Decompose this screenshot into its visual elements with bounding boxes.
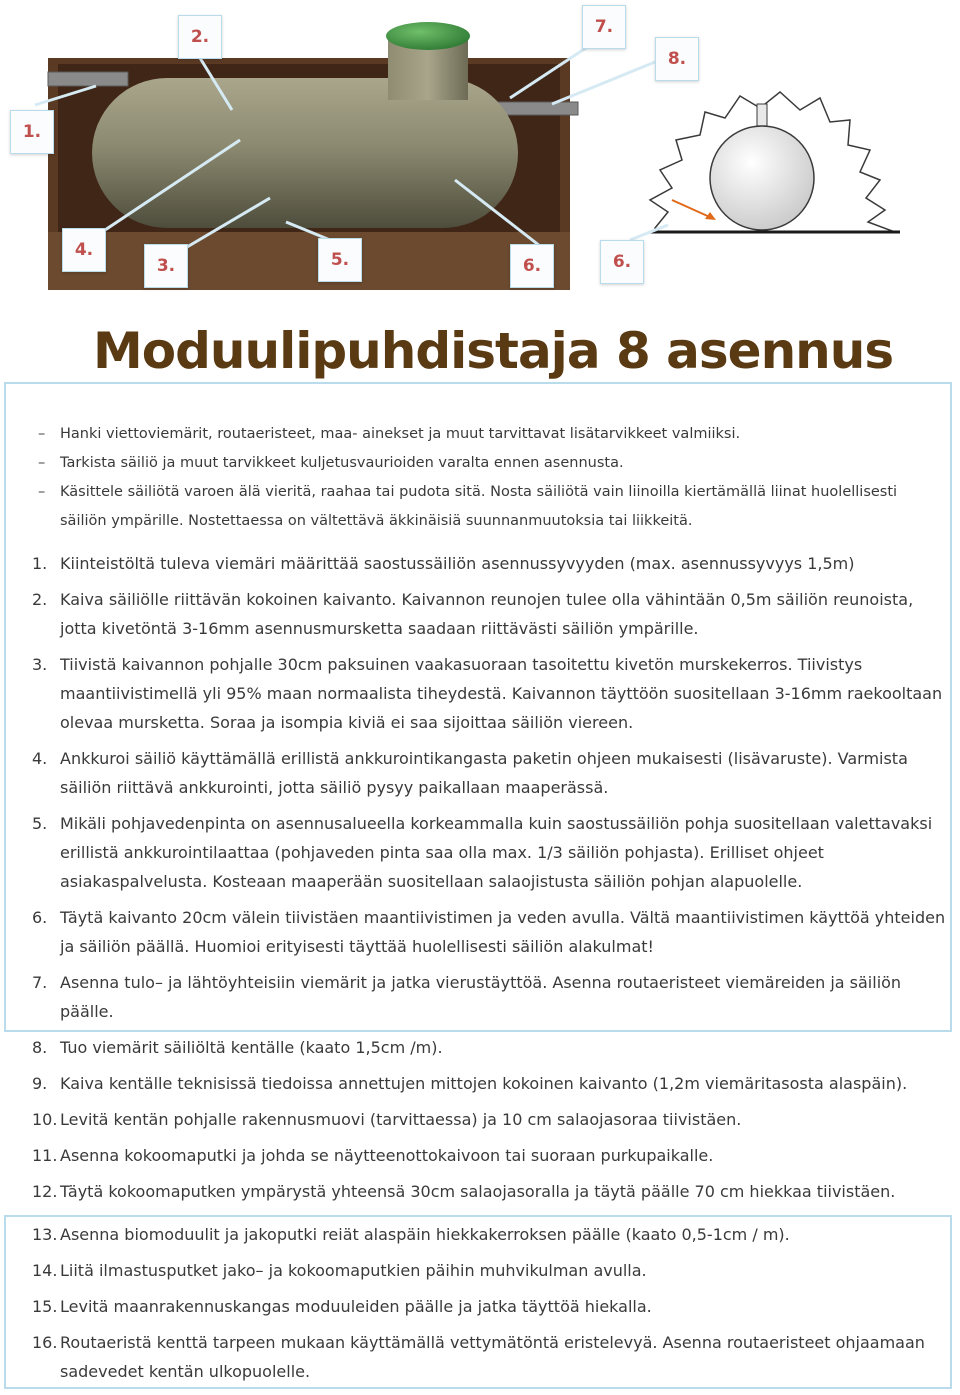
step-item: 10. Levitä kentän pohjalle rakennusmuovi (tarvittaessa) ja 10 cm salaojasoraa tiivistäen. [32,1110,742,1129]
installation-steps [32,549,947,1213]
step-item: 2. Kaiva säiliölle riittävän kokoinen kaivanto. Kaivannon reunojen tulee olla vähintään 0,5m säiliön reunoista, jotta kivetöntä 3-16mm asennusmursketta saadaan riittävästi säiliön ympärille. [32,590,914,638]
tank-lid [386,22,470,50]
step-item: 15. Levitä maanrakennuskangas moduuleiden päälle ja jatka täyttöä hiekalla. [32,1297,652,1316]
callout-3: 3. [144,244,188,288]
callout-6-left: 6. [510,244,554,288]
step-item: 3. Tiivistä kaivannon pohjalle 30cm paksuinen vaakasuoraan tasoitettu kivetön murskekerros. Tiivistys maantiivistimellä yli 95% maan normaalista tiheydestä. Kaivannon täyttöön suositellaan 3-16mm raekooltaan olevaa mursketta. Soraa ja isompia kiviä ei saa sijoittaa säiliön viereen. [32,655,943,732]
list-item: – Hanki viettoviemärit, routaeristeet, maa- ainekset ja muut tarvittavat lisätarvikkeet valmiiksi. [38,426,741,442]
step-item: 12. Täytä kokoomaputken ympärystä yhteensä 30cm salaojasoralla ja täytä päälle 70 cm hiekkaa tiivistäen. [32,1182,896,1201]
preparation-list [38,420,928,536]
inlet-pipe [48,72,128,86]
callout-6-right: 6. [600,240,644,284]
step-item: 9. Kaiva kentälle teknisissä tiedoissa annettujen mittojen kokoinen kaivanto (1,2m viemäritasosta alaspäin). [32,1074,908,1093]
tank-body [92,78,518,228]
step-item: 8. Tuo viemärit säiliöltä kentälle (kaato 1,5cm /m). [32,1038,443,1057]
callout-7: 7. [582,5,626,49]
callout-2: 2. [178,15,222,59]
callout-8: 8. [655,37,699,81]
step-item: 7. Asenna tulo– ja lähtöyhteisiin viemärit ja jatka vierustäyttöä. Asenna routaeristeet viemäreiden ja säiliön päälle. [32,973,902,1021]
callout-5: 5. [318,238,362,282]
sketch-tank [710,126,814,230]
list-item: – Tarkista säiliö ja muut tarvikkeet kuljetusvaurioiden varalta ennen asennusta. [38,455,624,471]
callout-1: 1. [10,110,54,154]
final-steps [32,1220,947,1393]
step-item: 13. Asenna biomoduulit ja jakoputki reiät alaspäin hiekkakerroksen päälle (kaato 0,5-1cm / m). [32,1225,790,1244]
callout-4: 4. [62,228,106,272]
step-item: 11. Asenna kokoomaputki ja johda se näytteenottokaivoon tai suoraan purkupaikalle. [32,1146,714,1165]
step-item: 5. Mikäli pohjavedenpinta on asennusalueella korkeammalla kuin saostussäiliön pohja suositellaan valettavaksi erillistä ankkurointilaattaa (pohjaveden pinta saa olla max. 1/3 säiliön pohjasta). Erilliset ohjeet asiakaspalvelusta. Kosteaan maaperään suositellaan salaojistusta säiliön pohjan alapuolelle. [32,814,933,891]
step-item: 4. Ankkuroi säiliö käyttämällä erillistä ankkurointikangasta paketin ohjeen mukaisesti (lisävaruste). Varmista säiliön riittävä ankkurointi, jotta säiliö pysyy paikallaan maaperässä. [32,749,908,797]
step-item: 16. Routaeristä kenttä tarpeen mukaan käyttämällä vettymätöntä eristelevyä. Asenna routaeristeet ohjaamaan sadevedet kentän ulkopuolelle. [32,1333,925,1381]
list-item: – Käsittele säiliötä varoen älä vieritä, raahaa tai pudota sitä. Nosta säiliötä vain liinoilla kiertämällä liinat huolellisesti säiliön ympärille. Nostettaessa on vältettävä äkkinäisiä suunnanmuutoksia tai liikkeitä. [38,484,898,529]
step-item: 14. Liitä ilmastusputket jako– ja kokoomaputkien päihin muhvikulman avulla. [32,1261,647,1280]
step-item: 6. Täytä kaivanto 20cm välein tiivistäen maantiivistimen ja veden avulla. Vältä maantiivistimen käyttöä yhteiden ja säiliön päällä. Huomioi erityisesti täyttää huolellisesti säiliön alakulmat! [32,908,946,956]
step-item: 1. Kiinteistöltä tuleva viemäri määrittää saostussäiliön asennussyvyyden (max. asennussyvyys 1,5m) [32,554,855,573]
page-title: Moduulipuhdistaja 8 asennus [93,322,894,380]
